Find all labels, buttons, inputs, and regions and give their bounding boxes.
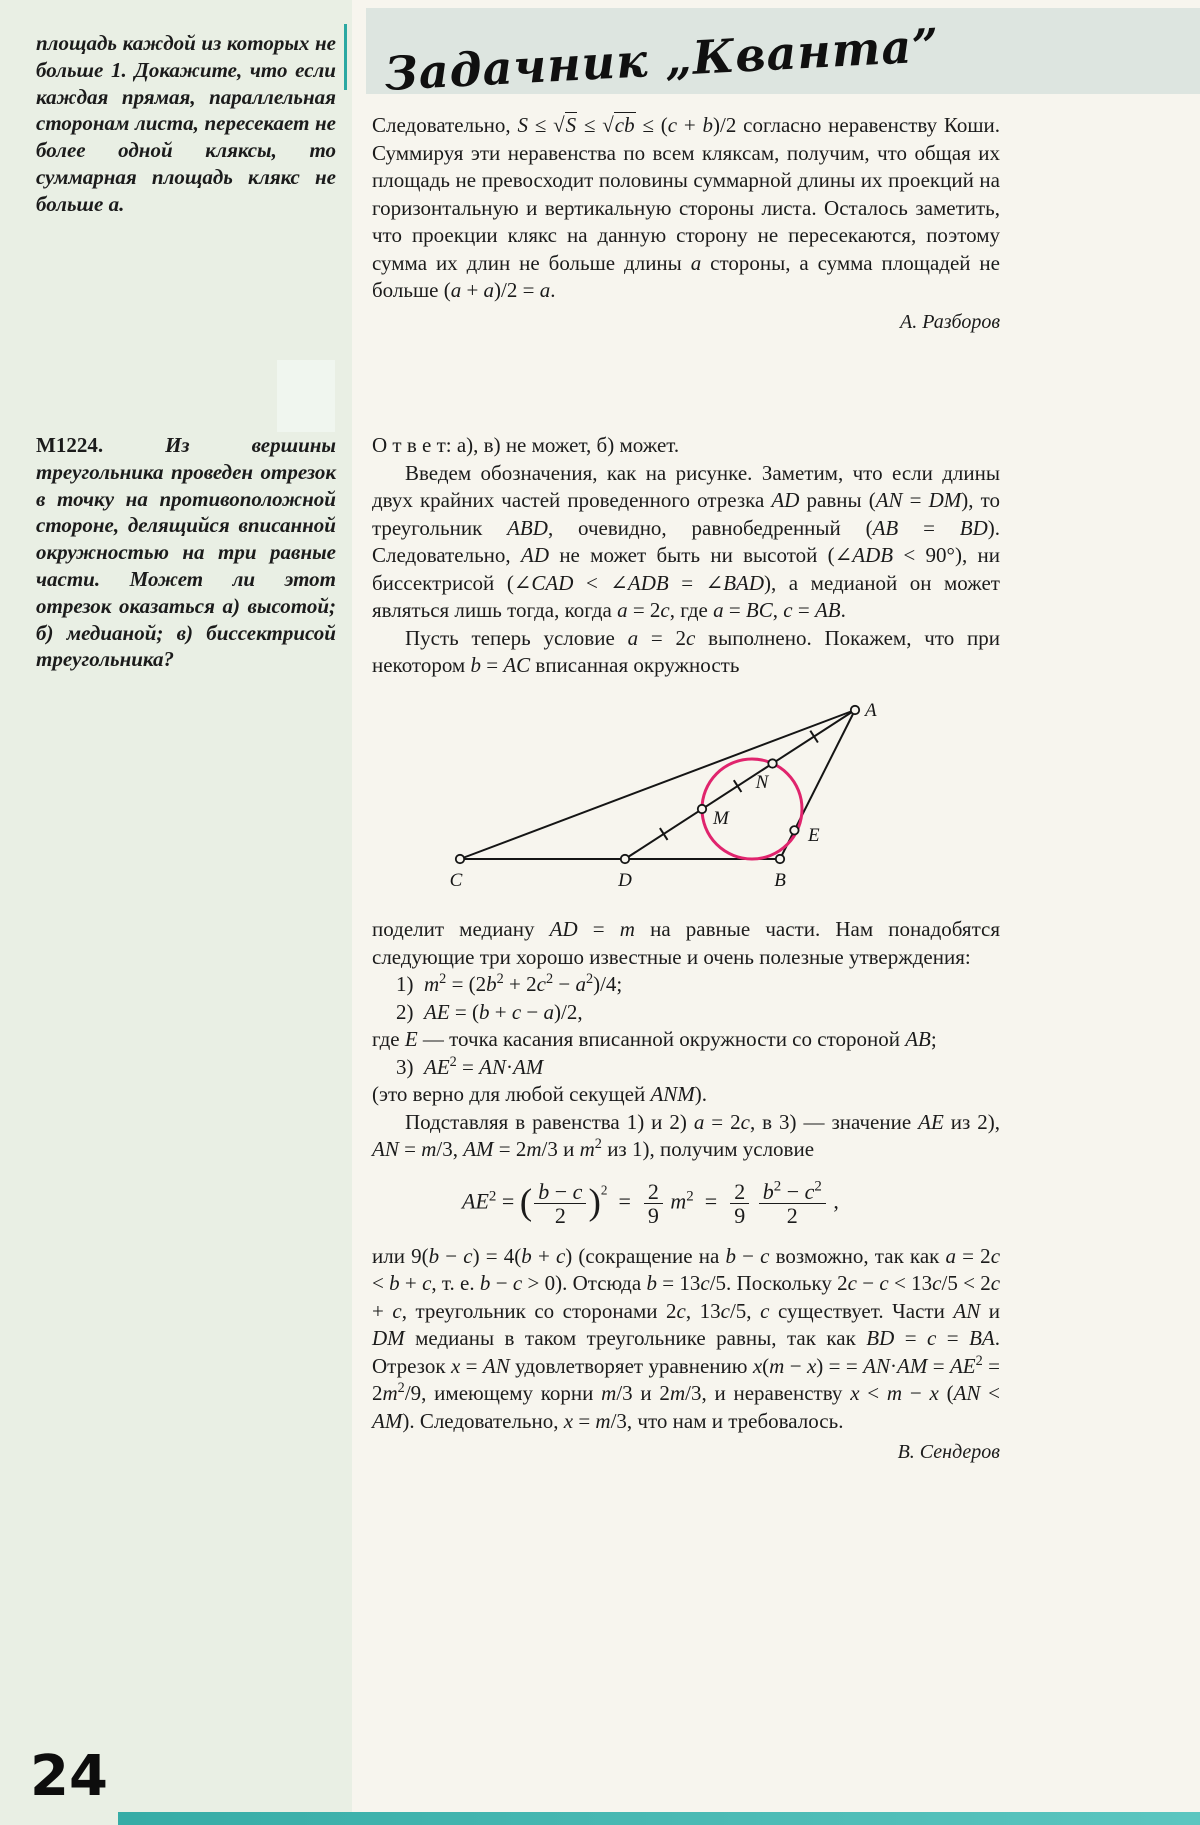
tick-AN xyxy=(810,730,818,742)
label-A: A xyxy=(865,699,877,721)
triangle-figure xyxy=(410,688,1000,911)
triangle-figure-svg xyxy=(410,688,975,903)
author-signature-senderov: В. Сендеров xyxy=(897,1441,1000,1464)
solution-m1224 xyxy=(372,432,1000,1467)
column-divider-rule xyxy=(344,24,347,90)
point-M xyxy=(698,804,706,812)
problem-m1224-text: Из вершины треугольника проведен отрезок в точку на противоположной стороне, делящийся вписанной окружностью на три равные части. Может ли этот отрезок оказаться а) высотой; б) медианой; в) биссектрисой треугольника? xyxy=(36,433,336,672)
point-E xyxy=(790,826,798,834)
point-B xyxy=(776,854,784,862)
intro-problem-text: площадь каждой из которых не больше 1. Докажите, что если каждая прямая, параллельная сторонам листа, пересекает не более одной кляксы, то суммарная площадь клякс не больше a. xyxy=(36,31,336,216)
point-N xyxy=(768,759,776,767)
statement-2: 2) AE = (b + c − a)/2, xyxy=(396,999,583,1024)
section-logo-text: Задачник „Кванта” xyxy=(383,17,941,94)
label-E: E xyxy=(808,824,820,846)
substitution-paragraph: Подставляя в равенства 1) и 2) a = 2c, в 3) — значение AE из 2), AN = m/3, AM = 2m/3 и $m^2$ из 1), получим условие xyxy=(372,1109,1000,1161)
left-column-intro-problem xyxy=(36,30,336,218)
scan-light-patch xyxy=(277,360,335,432)
point-A xyxy=(851,705,859,713)
statement-3: 3) $AE^2 = AN\cdot AM$ xyxy=(396,1053,544,1079)
statement-1: 1) $m^2 = (2b^2 + 2c^2 - a^2)/4$; xyxy=(396,971,623,996)
solution-paragraph-notation: Введем обозначения, как на рисунке. Заметим, что если длины двух крайних частей проведенного отрезка AD равны (AN = DM), то треугольник ABD, очевидно, равнобедренный (AB = BD). Следовательно, AD не может быть ни высотой (∠ADB < 90°), ни биссектрисой (∠CAD < ∠ADB = ∠BAD), а медианой он может являться лишь тогда, когда a = 2c, где a = BC, c = AB. xyxy=(372,460,1001,622)
point-D xyxy=(621,854,629,862)
where-e-paragraph: где E — точка касания вписанной окружности со стороной AB; xyxy=(372,1027,937,1051)
secant-note: (это верно для любой секущей ANM). xyxy=(372,1082,708,1106)
left-column-background xyxy=(0,0,352,1825)
problem-number-label: М1224. xyxy=(36,433,104,457)
label-D: D xyxy=(618,869,632,891)
solution-paragraph-condition: Пусть теперь условие a = 2c выполнено. Покажем, что при некотором b = AC вписанная окружность xyxy=(372,625,1001,677)
author-signature-razborov: А. Разборов xyxy=(900,310,1000,333)
section-banner xyxy=(366,8,1200,94)
left-column-problem-m1224 xyxy=(36,432,336,673)
section-logo-svg xyxy=(366,8,1196,94)
label-N: N xyxy=(755,771,769,793)
final-paragraph: или 9(b − c) = 4(b + c) (сокращение на b − c возможно, так как a = 2c < b + c, т. е. b − c > 0). Отсюда b = 13c/5. Поскольку 2c − c < 13c/5 < 2c + c, треугольник со сторонами 2c, 13c/5, c существует. Части AN и DM медианы в таком треугольнике равны, так как BD = c = BA. Отрезок x = AN удовлетворяет уравнению x(m − x) = = $AN\cdot AM = AE^2 = 2m^2/9$, имеющему корни m/3 и 2m/3, и неравенству x < m − x (AN < AM). Следовательно, x = m/3, что нам и требовалось. xyxy=(372,1243,1001,1433)
label-B: B xyxy=(774,869,786,891)
point-C xyxy=(456,854,464,862)
label-C: C xyxy=(449,869,463,891)
tick-NM xyxy=(734,780,742,792)
after-figure-paragraph: поделит медиану AD = m на равные части. Нам понадобятся следующие три хорошо известные и очень полезные утверждения: xyxy=(372,917,1000,969)
bottom-accent-bar xyxy=(118,1812,1200,1825)
solution-blobs xyxy=(372,112,1000,336)
answer-line: О т в е т: а), в) не может, б) может. xyxy=(372,433,680,457)
display-formula: $AE^2$ = ( $\frac{b - c}{2}$ )$^2$ = $\frac{2}{9}$ $m^2$ = $\frac{2}{9}$ $\frac{b^2 - c^2}{2}$ , xyxy=(462,1178,839,1228)
solution-blobs-paragraph: Следовательно, S ≤ √S ≤ √cb ≤ (c + b)/2 согласно неравенству Коши. Суммируя эти неравенства по всем кляксам, получим, что общая их площадь не превосходит половины суммарной длины их проекций на горизонтальную и вертикальную стороны листа. Осталось заметить, что проекции клякс на данную сторону не пересекаются, поэтому сумма их длин не больше длины a стороны, а сумма площадей не больше (a + a)/2 = a. xyxy=(372,113,1001,302)
tick-MD xyxy=(660,828,668,840)
label-M: M xyxy=(713,807,729,829)
page-number: 24 xyxy=(30,1744,108,1809)
